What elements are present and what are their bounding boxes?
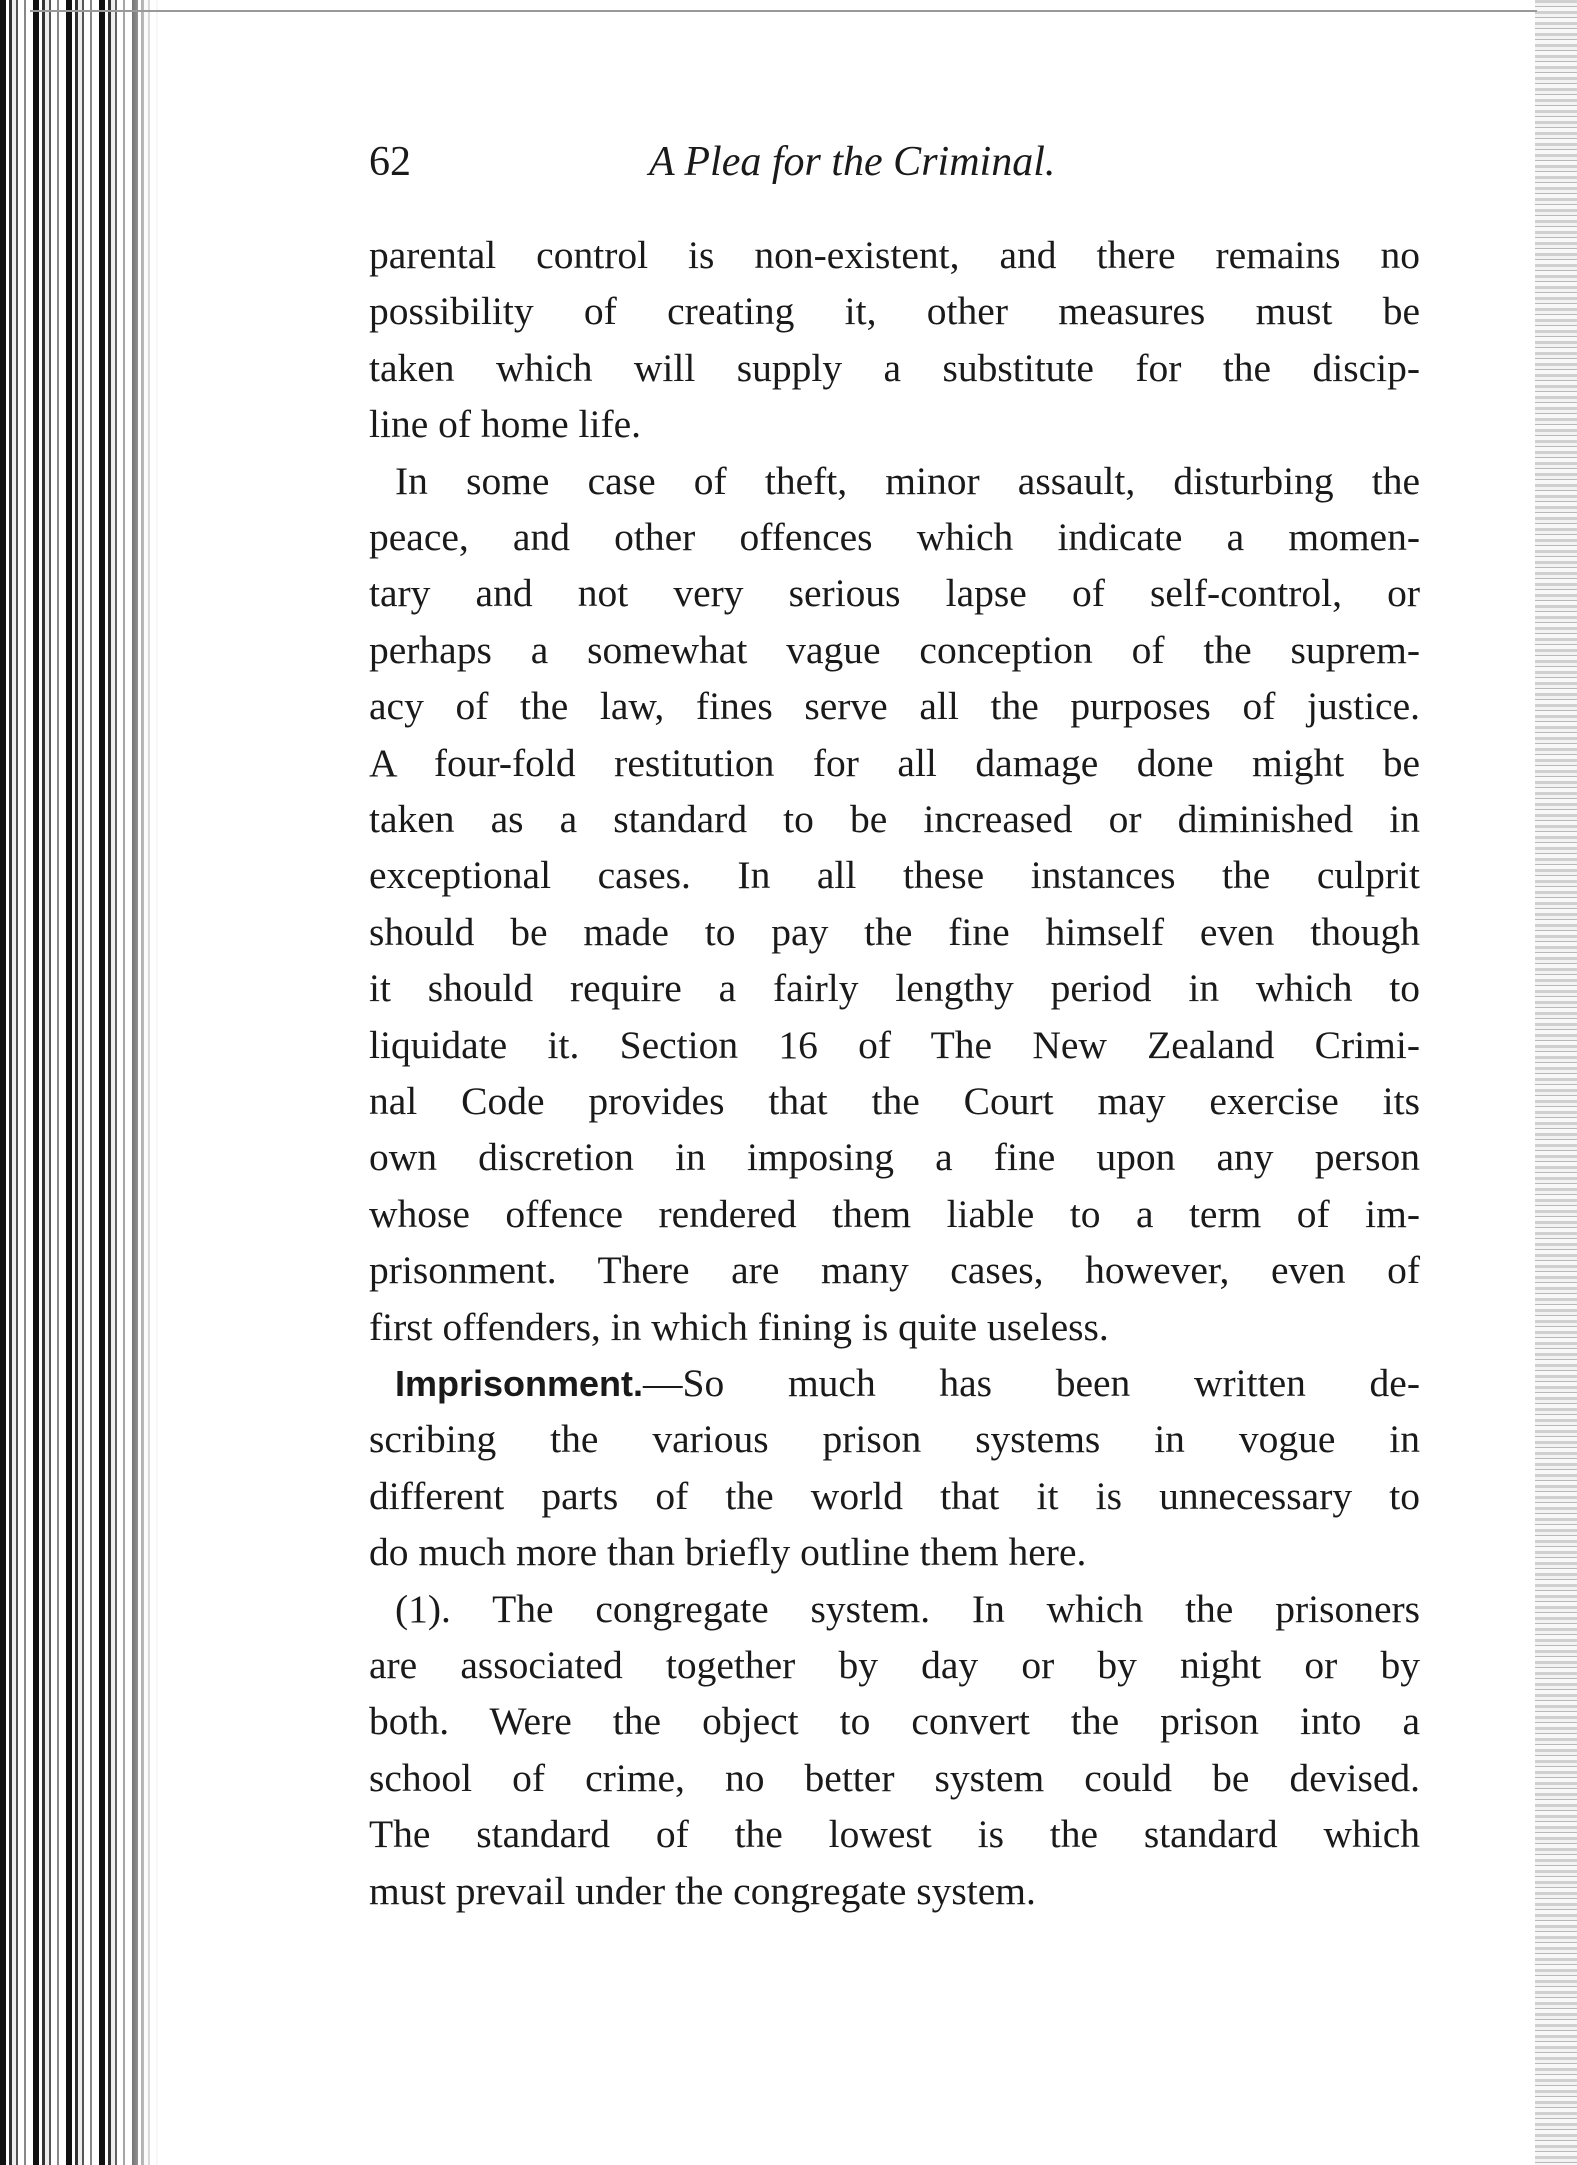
line-text: it should require a fairly lengthy period in which to <box>369 966 1420 1011</box>
line-text: perhaps a somewhat vague conception of the suprem- <box>369 627 1420 672</box>
text-line <box>369 286 1420 336</box>
text-line <box>369 1076 1420 1126</box>
text-line <box>369 850 1420 900</box>
text-line <box>369 1640 1420 1690</box>
line-text: both. Were the object to convert the prison into a <box>369 1699 1420 1744</box>
line-text: exceptional cases. In all these instances the culprit <box>369 853 1420 898</box>
line-text: A four-fold restitution for all damage done might be <box>369 740 1420 785</box>
text-line <box>369 1302 1420 1352</box>
scan-top-edge <box>30 10 1537 12</box>
text-line <box>369 1020 1420 1070</box>
text-line <box>369 1809 1420 1859</box>
page-edge <box>1535 0 1577 2165</box>
text-line <box>369 230 1420 280</box>
page-number: 62 <box>369 139 411 185</box>
text-line <box>369 625 1420 675</box>
text-line <box>369 794 1420 844</box>
text-line <box>369 343 1420 393</box>
text-line <box>369 1753 1420 1803</box>
text-line <box>395 1584 1420 1634</box>
line-text: taken as a standard to be increased or diminished in <box>369 797 1420 841</box>
line-text: taken which will supply a substitute for the discip- <box>369 345 1420 390</box>
book-binding <box>0 0 160 2165</box>
line-text: liquidate it. Section 16 of The New Zealand Crimi- <box>369 1022 1420 1067</box>
line-text: possibility of creating it, other measures must be <box>369 289 1420 334</box>
line-text: nal Code provides that the Court may exercise its <box>369 1079 1420 1123</box>
text-line <box>369 1866 1420 1916</box>
text-line <box>369 681 1420 731</box>
text-line <box>395 1358 1420 1409</box>
text-line <box>395 456 1420 506</box>
line-text: peace, and other offences which indicate a momen- <box>369 515 1420 559</box>
line-text: acy of the law, fines serve all the purposes of justice. <box>369 684 1420 729</box>
text-line <box>369 963 1420 1013</box>
line-text: tary and not very serious lapse of self-control, or <box>369 571 1420 616</box>
text-line <box>369 512 1420 562</box>
line-text: are associated together by day or by night or by <box>369 1643 1420 1687</box>
line-text: own discretion in imposing a fine upon any person <box>369 1135 1420 1180</box>
line-text: school of crime, no better system could be devised. <box>369 1755 1420 1800</box>
line-text: do much more than briefly outline them here. <box>369 1530 1087 1575</box>
page-header <box>369 138 1420 188</box>
line-text: prisonment. There are many cases, however, even of <box>369 1248 1420 1293</box>
line-text: line of home life. <box>369 402 642 447</box>
line-text: (1). The congregate system. In which the prisoners <box>395 1586 1420 1631</box>
line-text: —So much has been written de- <box>643 1361 1420 1405</box>
text-line <box>369 568 1420 618</box>
line-text: whose offence rendered them liable to a term of im- <box>369 1191 1420 1236</box>
line-text: parental control is non-existent, and there remains no <box>369 233 1420 277</box>
line-text: In some case of theft, minor assault, disturbing the <box>395 458 1420 503</box>
line-text: must prevail under the congregate system. <box>369 1868 1036 1913</box>
line-text: should be made to pay the fine himself even though <box>369 909 1420 954</box>
line-text: The standard of the lowest is the standard which <box>369 1812 1420 1857</box>
line-text: first offenders, in which fining is quite useless. <box>369 1304 1109 1349</box>
text-line <box>369 907 1420 957</box>
text-line <box>369 1414 1420 1464</box>
text-line <box>369 1132 1420 1182</box>
text-line <box>369 1471 1420 1521</box>
text-line <box>369 1189 1420 1239</box>
text-line <box>369 738 1420 788</box>
text-line <box>369 1245 1420 1295</box>
line-text: scribing the various prison systems in vogue in <box>369 1417 1420 1462</box>
running-title: A Plea for the Criminal. <box>649 139 1056 185</box>
section-heading: Imprisonment. <box>395 1363 644 1404</box>
text-line <box>369 1696 1420 1746</box>
text-line <box>369 399 1420 449</box>
text-line <box>369 1527 1420 1577</box>
line-text: different parts of the world that it is unnecessary to <box>369 1473 1420 1518</box>
